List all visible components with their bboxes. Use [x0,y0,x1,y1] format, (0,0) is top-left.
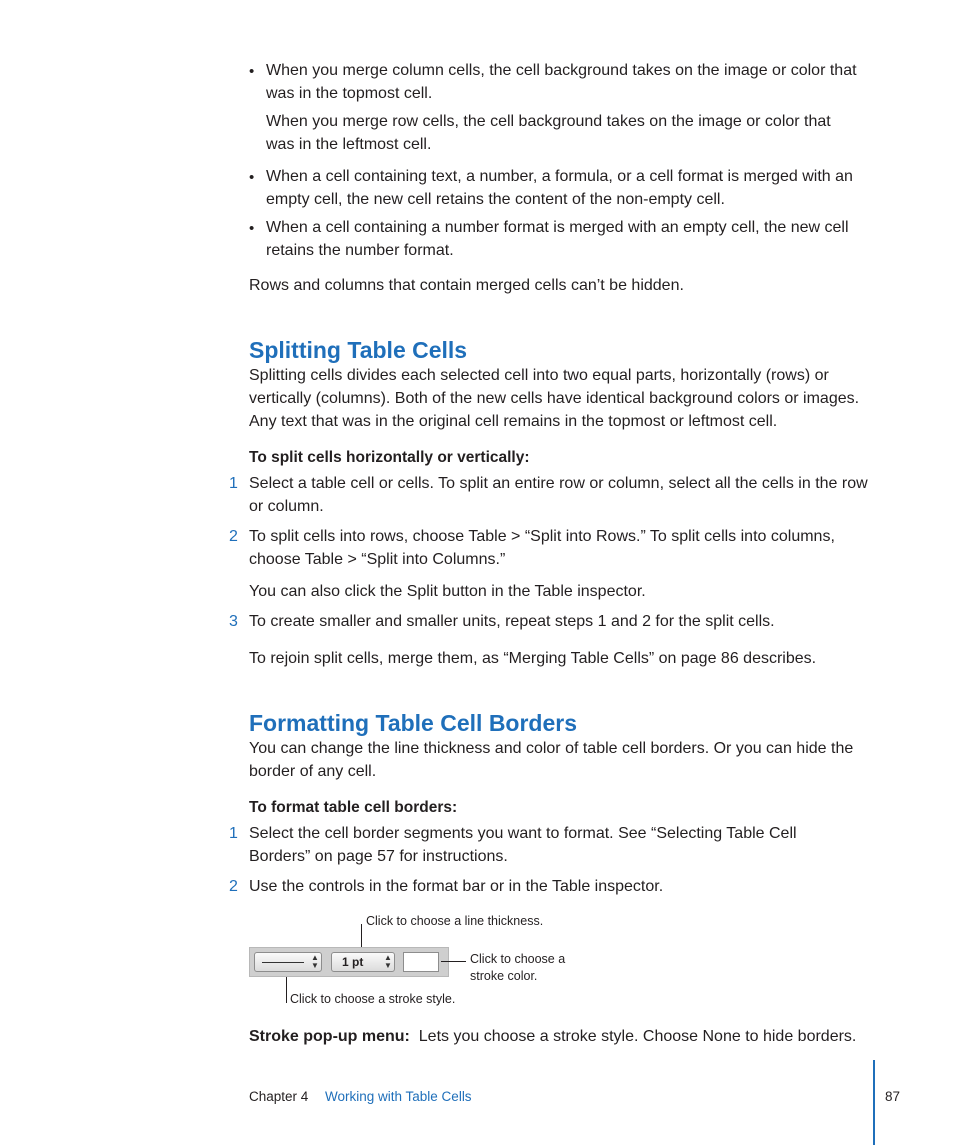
callout-thickness: Click to choose a line thickness. [366,914,544,928]
bullet-marker: • [249,63,255,80]
format-bar [249,947,449,977]
thickness-value: 1 pt [342,955,364,969]
stroke-popup-term: Stroke pop-up menu: [249,1028,410,1045]
stroke-line-preview [262,962,304,963]
stroke-popup-desc: Lets you choose a stroke style. Choose None to hide borders. [418,1028,857,1045]
bullet-1-line-1: When you merge column cells, the cell background takes on the image or color that [266,62,857,79]
bullet-marker: • [249,220,255,237]
stroke-color-well[interactable] [403,952,439,972]
borders-task-heading: To format table cell borders: [249,799,458,816]
callout-line-style [286,977,287,1003]
bullet-3-line-1: When a cell containing a number format is merged with an empty cell, the new cell [266,219,849,236]
step-number: 2 [229,878,238,895]
rows-note: Rows and columns that contain merged cells can’t be hidden. [249,277,684,294]
callout-style: Click to choose a stroke style. [290,992,456,1006]
split-step-2-note: You can also click the Split button in the Table inspector. [249,583,646,600]
callout-color-line-2: stroke color. [470,969,538,983]
bullet-1-follow-line-1: When you merge row cells, the cell background takes on the image or color that [266,113,831,130]
borders-step-1-line-2: Borders” on page 57 for instructions. [249,848,508,865]
bullet-1-line-2: was in the topmost cell. [266,85,433,102]
split-step-1-line-1: Select a table cell or cells. To split an entire row or column, select all the cells in the row [249,475,868,492]
split-intro-line-1: Splitting cells divides each selected cell into two equal parts, horizontally (rows) or [249,367,829,384]
callout-color-line-1: Click to choose a [470,952,566,966]
bullet-3-line-2: retains the number format. [266,242,454,259]
bullet-2-line-1: When a cell containing text, a number, a formula, or a cell format is merged with an [266,168,853,185]
borders-intro-line-1: You can change the line thickness and color of table cell borders. Or you can hide the [249,740,854,757]
line-thickness-popup[interactable] [331,952,395,972]
heading-borders: Formatting Table Cell Borders [249,710,578,736]
split-step-2-line-1: To split cells into rows, choose Table > “Split into Rows.” To split cells into columns, [249,528,835,545]
split-step-2-line-2: choose Table > “Split into Columns.” [249,551,506,568]
callout-line-thickness [361,924,362,948]
split-step-3-line-1: To create smaller and smaller units, repeat steps 1 and 2 for the split cells. [249,613,775,630]
step-number: 1 [229,475,238,492]
stepper-arrows-icon: ▲▼ [311,953,319,970]
split-task-heading: To split cells horizontally or vertically: [249,449,530,466]
footer-divider [873,1060,875,1145]
step-number: 1 [229,825,238,842]
bullet-marker: • [249,169,255,186]
borders-step-2-line-1: Use the controls in the format bar or in the Table inspector. [249,878,664,895]
step-number: 3 [229,613,238,630]
borders-intro-line-2: border of any cell. [249,763,377,780]
heading-splitting: Splitting Table Cells [249,337,468,363]
borders-step-1-line-1: Select the cell border segments you want to format. See “Selecting Table Cell [249,825,797,842]
step-number: 2 [229,528,238,545]
split-step-1-line-2: or column. [249,498,324,515]
footer-chapter: Chapter 4 [249,1089,309,1104]
bullet-2-line-2: empty cell, the new cell retains the content of the non-empty cell. [266,191,725,208]
callout-line-color [441,961,466,962]
stroke-style-popup[interactable] [254,952,322,972]
split-intro-line-3: Any text that was in the original cell remains in the topmost or leftmost cell. [249,413,778,430]
footer-chapter-title: Working with Table Cells [325,1089,472,1104]
stroke-popup-definition [249,1025,856,1048]
split-intro-line-2: vertically (columns). Both of the new cells have identical background colors or images. [249,390,860,407]
stepper-arrows-icon: ▲▼ [384,953,392,970]
bullet-1-follow-line-2: was in the leftmost cell. [266,136,432,153]
page-number: 87 [885,1089,901,1104]
rejoin-note: To rejoin split cells, merge them, as “Merging Table Cells” on page 86 describes. [249,650,817,667]
